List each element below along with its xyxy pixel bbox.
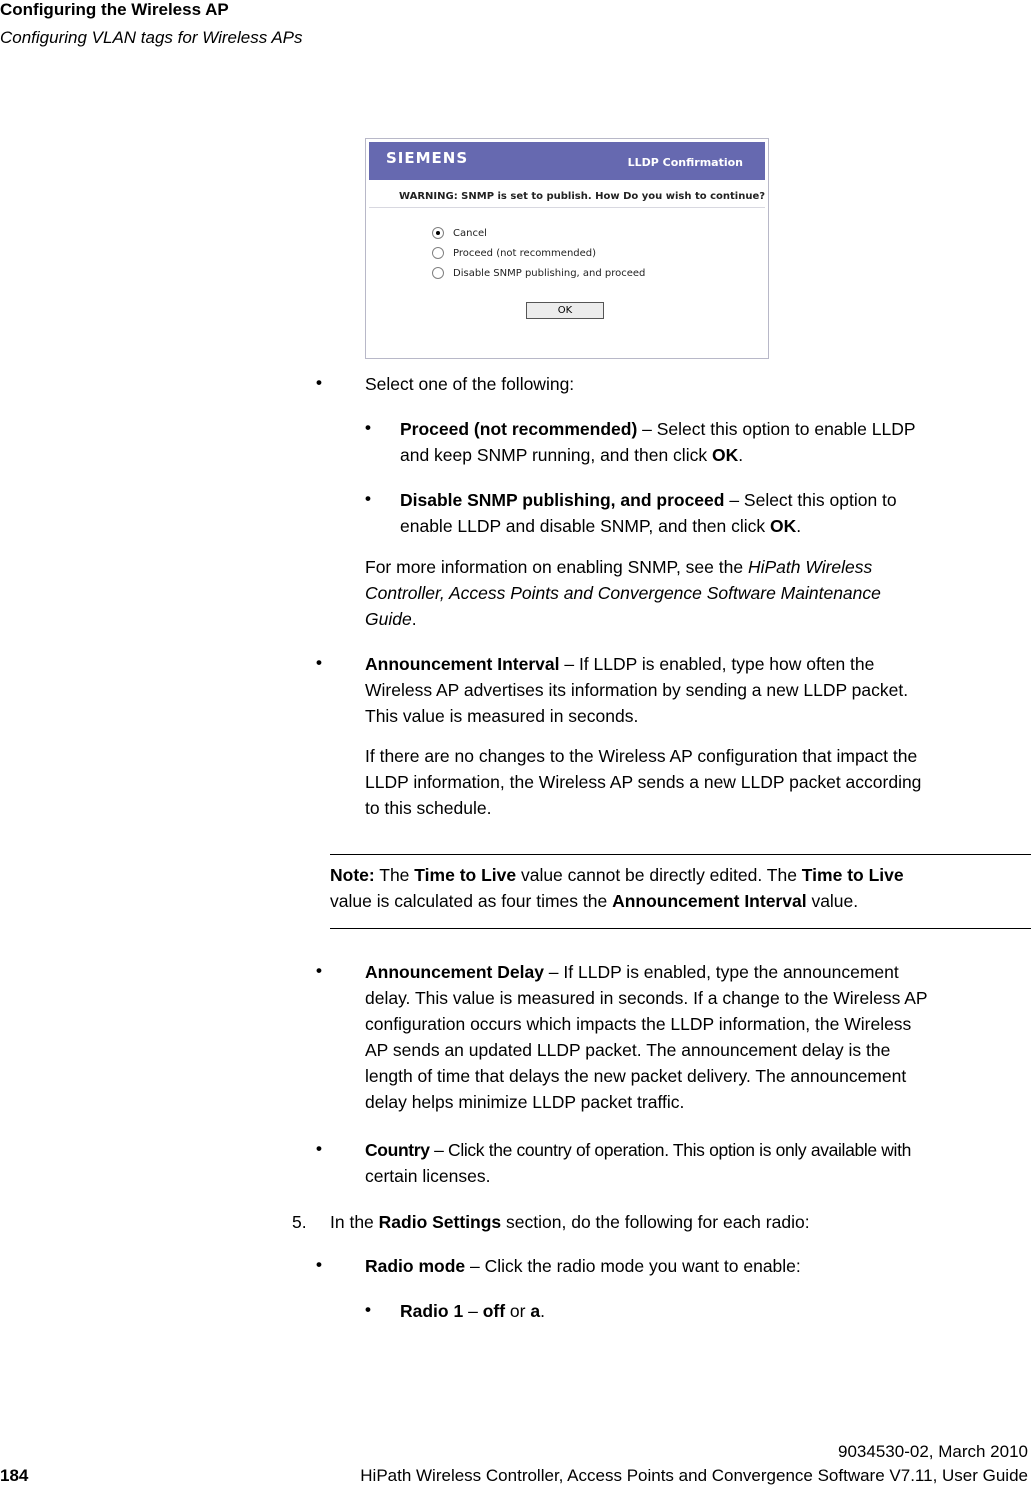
step-number: 5. <box>292 1212 307 1232</box>
note-line-1 <box>330 862 904 888</box>
announcement-interval-line-3: This value is measured in seconds. <box>365 706 639 726</box>
proceed-line-2 <box>400 442 743 468</box>
note-bottom-rule <box>330 928 1031 929</box>
footer-guide-title: HiPath Wireless Controller, Access Points and Convergence Software V7.11, User Guide <box>360 1466 1028 1485</box>
announcement-delay-line-2: delay. This value is measured in seconds. If a change to the Wireless AP <box>365 988 928 1008</box>
bullet-icon: • <box>316 961 322 980</box>
more-info-line-3 <box>365 606 417 632</box>
bullet-icon: • <box>365 1300 371 1319</box>
option-label: Proceed (not recommended) <box>453 247 597 259</box>
text: and keep SNMP running, and then click <box>400 445 712 465</box>
text: value. <box>806 891 859 911</box>
schedule-para-line-1: If there are no changes to the Wireless AP configuration that impact the <box>365 746 918 766</box>
term: a <box>530 1301 541 1321</box>
bullet-icon: • <box>365 418 371 437</box>
option-label: Disable SNMP publishing, and proceed <box>453 267 646 279</box>
announcement-delay-line-4: AP sends an updated LLDP packet. The announcement delay is the <box>365 1040 891 1060</box>
siemens-logo: SIEMENS <box>386 149 469 167</box>
page-header-subtitle: Configuring VLAN tags for Wireless APs <box>0 28 303 47</box>
page-header-title: Configuring the Wireless AP <box>0 0 229 19</box>
text: – Select this option to enable LLDP <box>637 419 916 439</box>
doc-ref: Guide <box>365 609 412 629</box>
dialog-warning: WARNING: SNMP is set to publish. How Do you wish to continue? <box>399 191 766 202</box>
term: off <box>482 1301 506 1321</box>
term: Announcement Interval <box>612 891 807 911</box>
disable-line-1 <box>400 487 897 513</box>
announcement-interval-line-2: Wireless AP advertises its information by sending a new LLDP packet. <box>365 680 909 700</box>
text: . <box>540 1301 545 1321</box>
proceed-line-1 <box>400 416 916 442</box>
dialog-title: LLDP Confirmation <box>627 156 743 169</box>
term: Proceed (not recommended) <box>400 419 638 439</box>
term: OK <box>770 516 797 536</box>
text: – If LLDP is enabled, type the announcement <box>543 962 899 982</box>
term: Time to Live <box>414 865 517 885</box>
lldp-confirmation-dialog <box>365 138 769 359</box>
option-proceed[interactable] <box>432 243 645 263</box>
announcement-delay-line-1 <box>365 959 899 985</box>
announcement-delay-line-5: length of time that delays the new packet delivery. The announcement <box>365 1066 907 1086</box>
bullet-icon: • <box>316 1255 322 1274</box>
schedule-para-line-2: LLDP information, the Wireless AP sends a new LLDP packet according <box>365 772 922 792</box>
announcement-delay-line-6: delay helps minimize LLDP packet traffic. <box>365 1092 685 1112</box>
footer-doc-id: 9034530-02, March 2010 <box>838 1442 1028 1461</box>
text: . <box>411 609 417 629</box>
dialog-options <box>432 223 645 283</box>
bullet-icon: • <box>316 1139 322 1158</box>
bullet-icon: • <box>316 373 322 392</box>
term: Announcement Interval <box>365 654 560 674</box>
radio-icon[interactable] <box>432 247 444 259</box>
note-line-2 <box>330 888 858 914</box>
text: For more information on enabling SNMP, see the <box>365 557 748 577</box>
dialog-divider <box>369 207 765 208</box>
option-disable-snmp[interactable] <box>432 263 645 283</box>
select-intro: Select one of the following: <box>365 374 575 394</box>
text: or <box>505 1301 531 1321</box>
dialog-banner <box>369 142 765 180</box>
schedule-para-line-3: to this schedule. <box>365 798 492 818</box>
country-line-2: certain licenses. <box>365 1166 491 1186</box>
note-top-rule <box>330 854 1031 855</box>
announcement-interval-line-1 <box>365 651 874 677</box>
radio-icon[interactable] <box>432 267 444 279</box>
disable-line-2 <box>400 513 801 539</box>
ok-button[interactable]: OK <box>526 302 604 319</box>
bullet-icon: • <box>365 489 371 508</box>
text: section, do the following for each radio: <box>501 1212 810 1232</box>
term: Country <box>365 1140 430 1160</box>
announcement-delay-line-3: configuration occurs which impacts the LLDP information, the Wireless <box>365 1014 912 1034</box>
text: – Select this option to <box>724 490 897 510</box>
page-number: 184 <box>0 1466 29 1485</box>
term: Announcement Delay <box>365 962 544 982</box>
text: The <box>374 865 415 885</box>
term: Time to Live <box>801 865 904 885</box>
radio-mode-line <box>365 1253 801 1279</box>
country-line-1 <box>365 1137 911 1163</box>
text: – If LLDP is enabled, type how often the <box>559 654 875 674</box>
more-info-line-1 <box>365 554 872 580</box>
option-cancel[interactable] <box>432 223 645 243</box>
radio-selected-icon[interactable] <box>432 227 444 239</box>
bullet-icon: • <box>316 653 322 672</box>
term: OK <box>711 445 739 465</box>
text: . <box>738 445 744 465</box>
text: In the <box>330 1212 379 1232</box>
term: Radio 1 <box>400 1301 464 1321</box>
note-label: Note: <box>330 865 375 885</box>
radio1-line <box>400 1298 545 1324</box>
text: value is calculated as four times the <box>330 891 613 911</box>
term: Radio mode <box>365 1256 466 1276</box>
option-label: Cancel <box>453 227 487 239</box>
text: . <box>796 516 802 536</box>
text: – Click the country of operation. This option is only available with <box>429 1140 911 1160</box>
text: value cannot be directly edited. The <box>516 865 802 885</box>
step-5-text <box>330 1209 810 1235</box>
term: Disable SNMP publishing, and proceed <box>400 490 725 510</box>
text: enable LLDP and disable SNMP, and then click <box>400 516 771 536</box>
text: – <box>463 1301 483 1321</box>
more-info-line-2 <box>365 580 881 606</box>
term: Radio Settings <box>378 1212 502 1232</box>
doc-ref: Controller, Access Points and Convergence Software Maintenance <box>365 583 881 603</box>
doc-ref: HiPath Wireless <box>747 557 873 577</box>
text: – Click the radio mode you want to enable: <box>465 1256 801 1276</box>
